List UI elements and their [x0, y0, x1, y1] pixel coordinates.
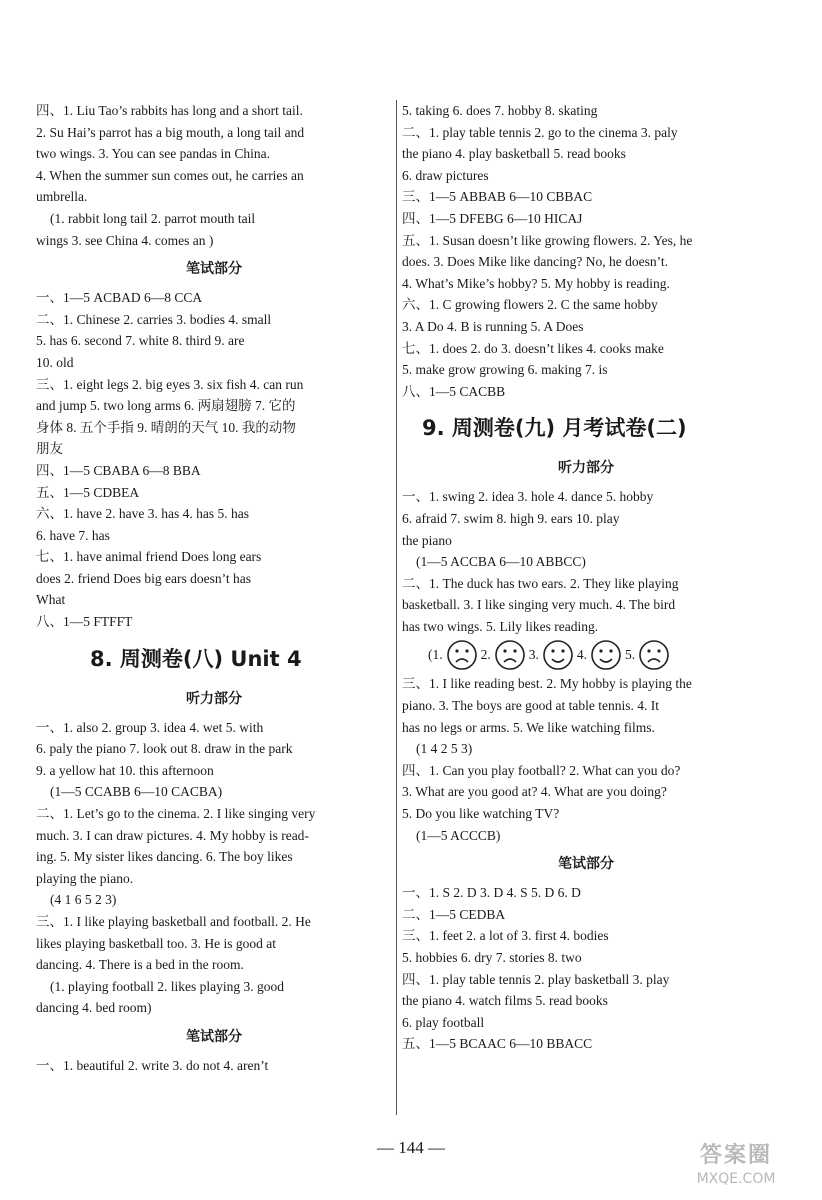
answer-line: 八、1—5 CACBB	[402, 383, 506, 399]
answer-line: 10. old	[36, 354, 74, 370]
left-block-d	[36, 1055, 392, 1077]
answer-line: (1—5 ACCBA 6—10 ABBCC)	[416, 554, 586, 570]
answer-line: (1—5 ACCCB)	[416, 827, 501, 843]
answer-line: 八、1—5 FTFFT	[36, 614, 133, 630]
sad-face-icon	[446, 639, 478, 671]
answer-line: 身体 8. 五个手指 9. 晴朗的天气 10. 我的动物	[36, 419, 296, 435]
answer-line: 5. has 6. second 7. white 8. third 9. are	[36, 333, 245, 349]
answer-line: (1 4 2 5 3)	[416, 741, 473, 757]
answer-line: two wings. 3. You can see pandas in China.	[36, 146, 270, 162]
answer-line: 二、1. play table tennis 2. go to the cinema 3. paly	[402, 124, 678, 140]
column-divider	[396, 100, 397, 1115]
face-item	[481, 639, 526, 671]
right-block-a	[402, 100, 770, 402]
right-block-c	[402, 673, 770, 846]
left-column	[36, 100, 392, 1077]
answer-line: 四、1. play table tennis 2. play basketball 3. play	[402, 971, 670, 987]
answer-line: 6. draw pictures	[402, 167, 489, 183]
answer-line: playing the piano.	[36, 870, 134, 886]
answer-line: 一、1—5 ACBAD 6—8 CCA	[36, 290, 203, 306]
page-number: — 144 —	[377, 1138, 445, 1157]
answer-line: 3. What are you good at? 4. What are you doing?	[402, 784, 667, 800]
answer-line: umbrella.	[36, 189, 88, 205]
answer-line: 二、1. The duck has two ears. 2. They like playing	[402, 575, 679, 591]
faces-row	[402, 637, 770, 673]
answer-line: 二、1—5 CEDBA	[402, 906, 506, 922]
answer-line: 三、1—5 ABBAB 6—10 CBBAC	[402, 189, 593, 205]
answer-line: piano. 3. The boys are good at table tennis. 4. It	[402, 698, 659, 714]
watermark-url: MXQE.COM	[696, 1171, 776, 1187]
answer-line: wings 3. see China 4. comes an )	[36, 232, 214, 248]
section-heading-written: 笔试部分	[186, 261, 242, 278]
answer-line: 5. Do you like watching TV?	[402, 806, 560, 822]
answer-line: 一、1. beautiful 2. write 3. do not 4. aren’t	[36, 1057, 269, 1073]
face-item	[625, 639, 670, 671]
answer-line: 一、1. swing 2. idea 3. hole 4. dance 5. hobby	[402, 489, 654, 505]
answer-line: (1. rabbit long tail 2. parrot mouth tail	[50, 210, 256, 226]
exam-title: 9. 周测卷(九) 月考试卷(二)	[422, 416, 687, 441]
answer-line: 2. Su Hai’s parrot has a big mouth, a long tail and	[36, 124, 305, 140]
left-block-a	[36, 100, 392, 251]
answer-line: 六、1. have 2. have 3. has 4. has 5. has	[36, 506, 249, 522]
section-heading-listening: 听力部分	[186, 690, 242, 707]
answer-line: 一、1. S 2. D 3. D 4. S 5. D 6. D	[402, 885, 581, 901]
left-block-c	[36, 717, 392, 1019]
answer-line: 四、1. Can you play football? 2. What can you do?	[402, 762, 681, 778]
happy-face-icon	[590, 639, 622, 671]
happy-face-icon	[542, 639, 574, 671]
answer-line: dancing. 4. There is a bed in the room.	[36, 957, 244, 973]
watermark-title: 答案圈	[699, 1143, 772, 1168]
answer-line: ing. 5. My sister likes dancing. 6. The boy likes	[36, 849, 293, 865]
answer-line: What	[36, 592, 66, 608]
answer-line: the piano 4. play basketball 5. read books	[402, 146, 626, 162]
answer-line: 朋友	[36, 441, 63, 457]
answer-line: (1. playing football 2. likes playing 3. good	[50, 978, 284, 994]
answer-line: the piano	[402, 532, 452, 548]
answer-line: 三、1. I like reading best. 2. My hobby is playing the	[402, 676, 692, 692]
answer-line: (4 1 6 5 2 3)	[50, 892, 117, 908]
unit4-title: 8. 周测卷(八) Unit 4	[90, 646, 302, 671]
face-number: (1.	[428, 647, 443, 663]
section-heading-written: 笔试部分	[558, 856, 614, 873]
face-item	[428, 639, 478, 671]
answer-line: dancing 4. bed room)	[36, 1000, 152, 1016]
answer-line: 6. paly the piano 7. look out 8. draw in the park	[36, 741, 293, 757]
answer-line: 6. afraid 7. swim 8. high 9. ears 10. play	[402, 510, 620, 526]
right-block-d	[402, 882, 770, 1055]
answer-line: 二、1. Chinese 2. carries 3. bodies 4. small	[36, 311, 272, 327]
face-number: 4.	[576, 647, 587, 663]
answer-line: 七、1. does 2. do 3. doesn’t likes 4. cooks make	[402, 340, 664, 356]
answer-line: 五、1—5 BCAAC 6—10 BBACC	[402, 1036, 593, 1052]
answer-line: 三、1. I like playing basketball and football. 2. He	[36, 914, 311, 929]
face-item	[577, 639, 622, 671]
answer-line: 五、1. Susan doesn’t like growing flowers. 2. Yes, he	[402, 232, 693, 248]
section-heading-listening: 听力部分	[558, 460, 614, 477]
answer-line: basketball. 3. I like singing very much. 4. The bird	[402, 597, 676, 613]
answer-line: 六、1. C growing flowers 2. C the same hobby	[402, 297, 658, 313]
answer-line: does. 3. Does Mike like dancing? No, he doesn’t.	[402, 254, 668, 270]
answer-line: 5. hobbies 6. dry 7. stories 8. two	[402, 950, 582, 965]
answer-line: 四、1. Liu Tao’s rabbits has long and a short tail.	[36, 103, 303, 118]
face-item	[529, 639, 574, 671]
answer-line: 9. a yellow hat 10. this afternoon	[36, 762, 214, 778]
sad-face-icon	[494, 639, 526, 671]
face-number: 3.	[528, 647, 539, 663]
answer-line: and jump 5. two long arms 6. 两扇翅膀 7. 它的	[36, 398, 296, 414]
answer-line: 5. taking 6. does 7. hobby 8. skating	[402, 103, 598, 118]
answer-line: does 2. friend Does big ears doesn’t has	[36, 570, 251, 586]
answer-line: 5. make grow growing 6. making 7. is	[402, 362, 608, 378]
answer-line: 三、1. feet 2. a lot of 3. first 4. bodies	[402, 928, 609, 944]
answer-line: 6. play football	[402, 1014, 485, 1030]
right-column	[402, 100, 770, 1055]
answer-line: 三、1. eight legs 2. big eyes 3. six fish 4. can run	[36, 376, 304, 392]
answer-line: likes playing basketball too. 3. He is good at	[36, 935, 276, 951]
face-number: 5.	[625, 647, 636, 663]
face-number: 2.	[480, 647, 491, 663]
answer-line: 一、1. also 2. group 3. idea 4. wet 5. with	[36, 719, 264, 735]
answer-line: 五、1—5 CDBEA	[36, 484, 140, 500]
answer-line: 4. When the summer sun comes out, he carries an	[36, 167, 304, 183]
answer-line: (1—5 CCABB 6—10 CACBA)	[50, 784, 223, 800]
answer-line: 四、1—5 DFEBG 6—10 HICAJ	[402, 210, 583, 226]
left-block-b	[36, 287, 392, 633]
right-block-b	[402, 486, 770, 637]
watermark-logo	[666, 1142, 806, 1192]
section-heading-written: 笔试部分	[186, 1028, 242, 1045]
answer-line: has no legs or arms. 5. We like watching films.	[402, 719, 655, 735]
answer-line: 4. What’s Mike’s hobby? 5. My hobby is reading.	[402, 275, 670, 291]
sad-face-icon	[638, 639, 670, 671]
answer-line: the piano 4. watch films 5. read books	[402, 993, 608, 1009]
answer-line: 二、1. Let’s go to the cinema. 2. I like singing very	[36, 806, 316, 822]
answer-line: 3. A Do 4. B is running 5. A Does	[402, 318, 584, 334]
answer-line: 6. have 7. has	[36, 527, 110, 543]
answer-line: 七、1. have animal friend Does long ears	[36, 549, 262, 565]
answer-line: has two wings. 5. Lily likes reading.	[402, 618, 599, 634]
answer-line: 四、1—5 CBABA 6—8 BBA	[36, 462, 201, 478]
answer-line: much. 3. I can draw pictures. 4. My hobby is read-	[36, 827, 309, 843]
